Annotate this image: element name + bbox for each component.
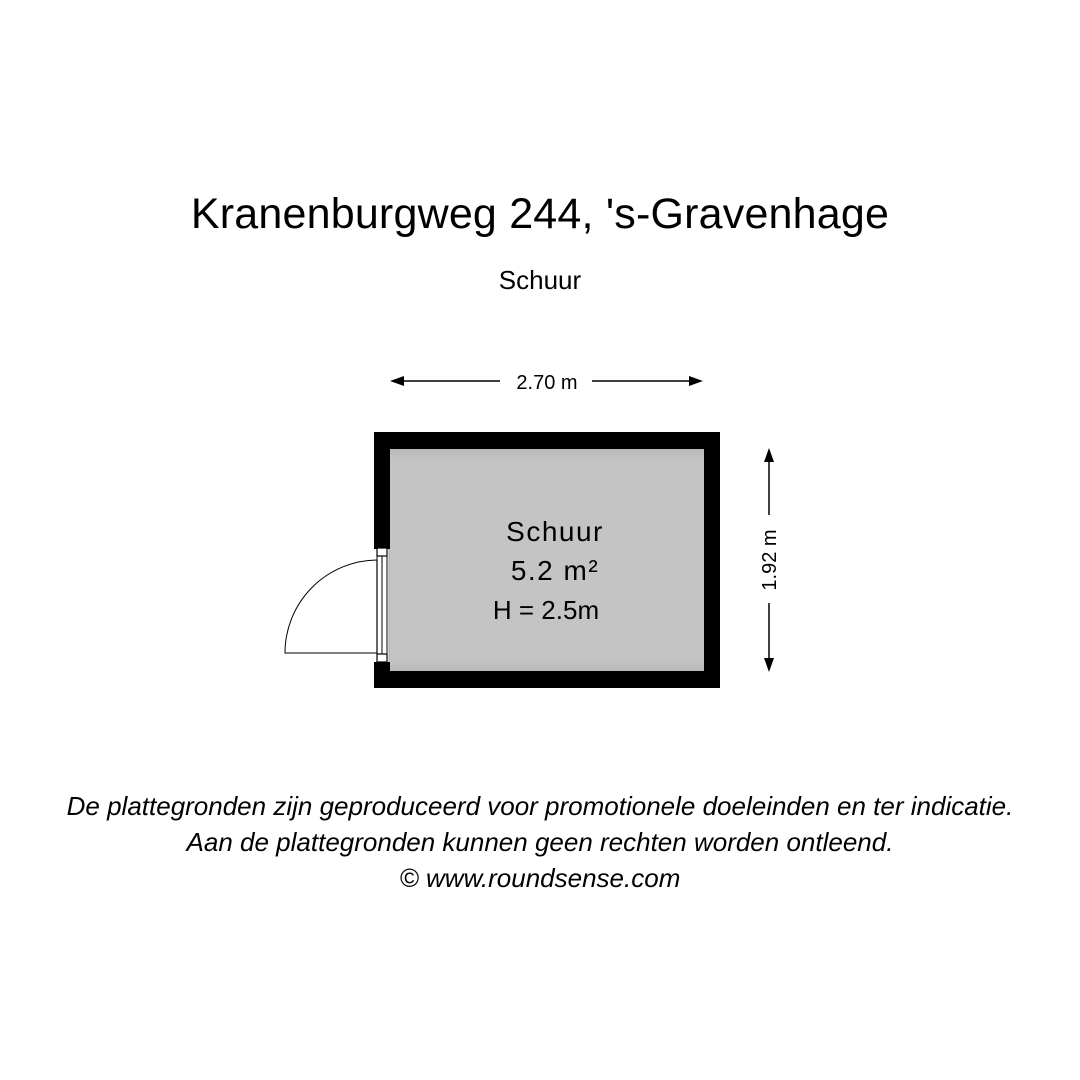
disclaimer-line-2: Aan de plattegronden kunnen geen rechten worden ontleend. (186, 827, 894, 857)
door-swing-arc (285, 560, 377, 653)
wall-left-upper (374, 432, 390, 549)
wall-top (374, 432, 720, 449)
width-arrow-left (390, 376, 404, 386)
floor-name: Schuur (498, 265, 582, 295)
height-arrow-top (764, 448, 774, 462)
wall-left-lower (374, 662, 390, 688)
height-label: 1.92 m (759, 529, 781, 591)
room-height: H = 2.5m (492, 595, 600, 625)
page-title: Kranenburgweg 244, 's-Gravenhage (190, 190, 890, 238)
height-dimension (759, 448, 781, 672)
width-label: 2.70 m (516, 372, 578, 394)
copyright-link[interactable]: © www.roundsense.com (399, 863, 681, 893)
height-arrow-bottom (764, 658, 774, 672)
wall-right (704, 432, 720, 688)
width-dimension (390, 372, 703, 394)
width-arrow-right (689, 376, 703, 386)
door-jamb-top (377, 548, 387, 556)
door-jamb-bottom (377, 654, 387, 662)
room-name: Schuur (506, 516, 604, 547)
wall-bottom (374, 671, 720, 688)
room-area: 5.2 m² (510, 555, 600, 586)
disclaimer (0, 788, 1080, 896)
disclaimer-line-1: De plattegronden zijn geproduceerd voor promotionele doeleinden en ter indicatie. (66, 791, 1014, 821)
door (285, 548, 387, 662)
